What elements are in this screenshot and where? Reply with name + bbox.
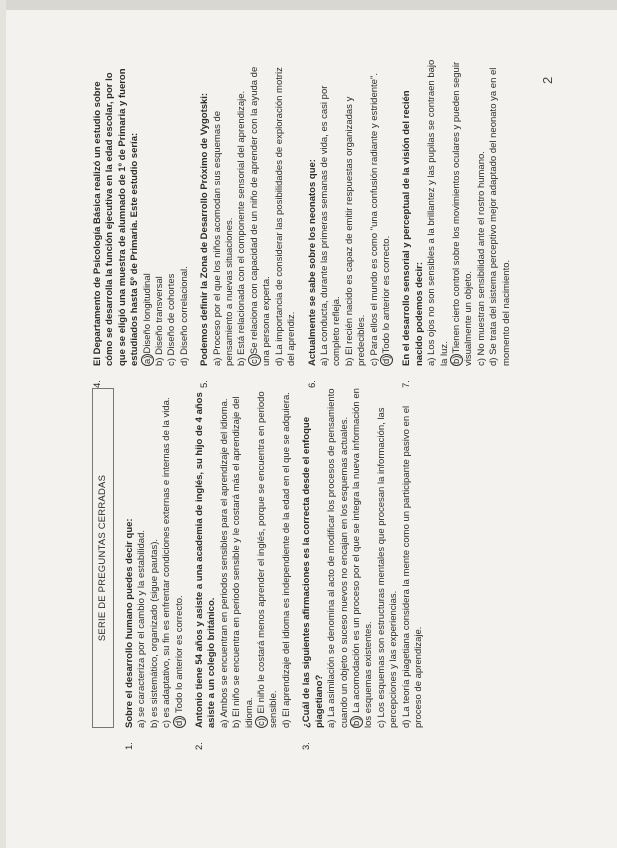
option-a: a) Ambos se encuentran en periodos sensibles para el aprendizaje del idioma.: [218, 398, 230, 728]
answer-circle: d): [173, 717, 185, 726]
option-b: b)Tienen cierto control sobre los movimientos oculares y pueden seguir visualmente un objeto.: [450, 61, 475, 366]
option-d: d) La teoría piagetiana considera la mente como un participante pasivo en el proceso de aprendizaje.: [400, 405, 424, 728]
option-a: a) La conducta, durante las primeras semanas de vida, es casi por completo refleja.: [318, 85, 343, 366]
option-c: c)Se relaciona con capacidad de un niño de aprender con la ayuda de una persona experta.: [248, 66, 273, 366]
option-c: c) Diseño de cohortes: [166, 273, 178, 366]
question-text: En el desarrollo sensorial y perceptual de la visión del recién nacido podemos decir:: [401, 90, 425, 366]
option-a: a) Los ojos no son sensibles a la brillantez y las pupilas se contraen bajo la luz.: [426, 59, 450, 366]
option-d: d) El aprendizaje del idioma es independiente de la edad en el que se adquiera.: [280, 392, 292, 728]
question-text: Podemos definir la Zona de Desarrollo Próximo de Vygotski:: [199, 92, 211, 366]
option-a: a) se caracteriza por el cambio y la estabilidad.: [136, 529, 148, 728]
question-5: [199, 58, 298, 388]
question-number: 6.: [306, 380, 318, 388]
question-number: 1.: [124, 742, 135, 750]
option-d: d) Se trata del sistema perceptivo mejor adaptado del neonato ya en el momento del nacimiento.: [488, 67, 512, 366]
option-a: a) La asimilación se denomina al acto de modificar los procesos de pensamiento cuando un objeto o suceso nuevos no encajan en los esquemas actuales.: [326, 388, 350, 728]
answer-circle: a): [141, 355, 153, 364]
question-1: [124, 388, 186, 750]
question-number: 3.: [301, 742, 313, 750]
option-b: b) es sistemático, organizado (sigue pautas).: [148, 538, 160, 728]
option-c: c) No muestran sensibilidad ante el rostro humano.: [475, 151, 487, 366]
answer-circle: b): [350, 717, 362, 726]
option-c: c) Los esquemas son estructuras mentales que procesan la información, las percepciones y las experiencias.: [375, 407, 400, 728]
option-c: c) Para ellos el mundo es como "una confusión radiante y estridente".: [368, 73, 380, 366]
option-b: b) El niño se encuentra en periodo sensible y le costará más el aprendizaje del idioma.: [231, 396, 255, 728]
question-3: [301, 388, 425, 750]
option-a: a) Proceso por el que los niños acomodan sus esquemas de pensamiento a nuevas situaciones.: [211, 110, 236, 366]
option-b: b) El recién nacido es capaz de emitir respuestas organizadas y predecibles.: [343, 96, 368, 366]
question-number: 4.: [92, 380, 103, 388]
left-column: [92, 388, 433, 750]
option-d: d) Diseño correlacional.: [178, 266, 190, 366]
option-d: d)Todo lo anterior es correcto.: [380, 235, 392, 364]
option-c: c) El niño le costará menos aprender el inglés, porque se encuentra en periodo sensible.: [256, 391, 280, 728]
option-c: c) es adaptativo, su fin es enfrentar condiciones externas e internas de la vida.: [161, 397, 173, 728]
question-6: [307, 58, 394, 388]
page-number: 2: [540, 76, 555, 84]
question-7: [401, 58, 513, 388]
question-2: [194, 388, 293, 750]
question-text: Sobre el desarrollo humano puedes decir que:: [124, 518, 135, 728]
question-text: Actualmente se sabe sobre los neonatos que:: [306, 159, 318, 366]
answer-circle: d): [380, 355, 392, 364]
answer-circle: c): [256, 718, 268, 726]
option-b: b) Diseño transversal: [154, 276, 166, 366]
option-a: a)Diseño longitudinal: [141, 273, 153, 364]
right-column: [92, 58, 521, 388]
question-text: ¿Cuál de las siguientes afirmaciones es la correcta desde el enfoque piagetiano?: [301, 417, 325, 728]
question-number: 7.: [401, 380, 413, 388]
option-b: b) La acomodación es un proceso por el que se integra la nueva información en los esquemas existentes.: [350, 388, 375, 728]
question-4: [92, 58, 191, 388]
question-text: Antonio tiene 54 años y asiste a una academia de inglés, su hijo de 4 años asiste a un colegio británico.: [194, 392, 218, 728]
series-title-box: [92, 388, 114, 728]
option-b: b) Está relacionada con el componente sensorial del aprendizaje.: [236, 90, 248, 366]
answer-circle: b): [450, 355, 462, 364]
answer-circle: c): [248, 356, 260, 364]
question-text: El Departamento de Psicología Básica realizó un estudio sobre cómo se desarrolla la función ejecutiva en la edad escolar, por lo que se eligió una muestra de alumnado de 1º de Primaria y fueron estudiados hasta 5º de Primaria. Este estudio sería:: [92, 68, 141, 366]
option-d: d) La importancia de considerar las posibilidades de exploración motriz del aprendiz.: [273, 67, 298, 366]
series-title: SERIE DE PREGUNTAS CERRADAS: [96, 474, 108, 642]
option-d: d) Todo lo anterior es correcto.: [173, 595, 185, 726]
question-number: 5.: [199, 380, 211, 388]
question-number: 2.: [194, 742, 206, 750]
